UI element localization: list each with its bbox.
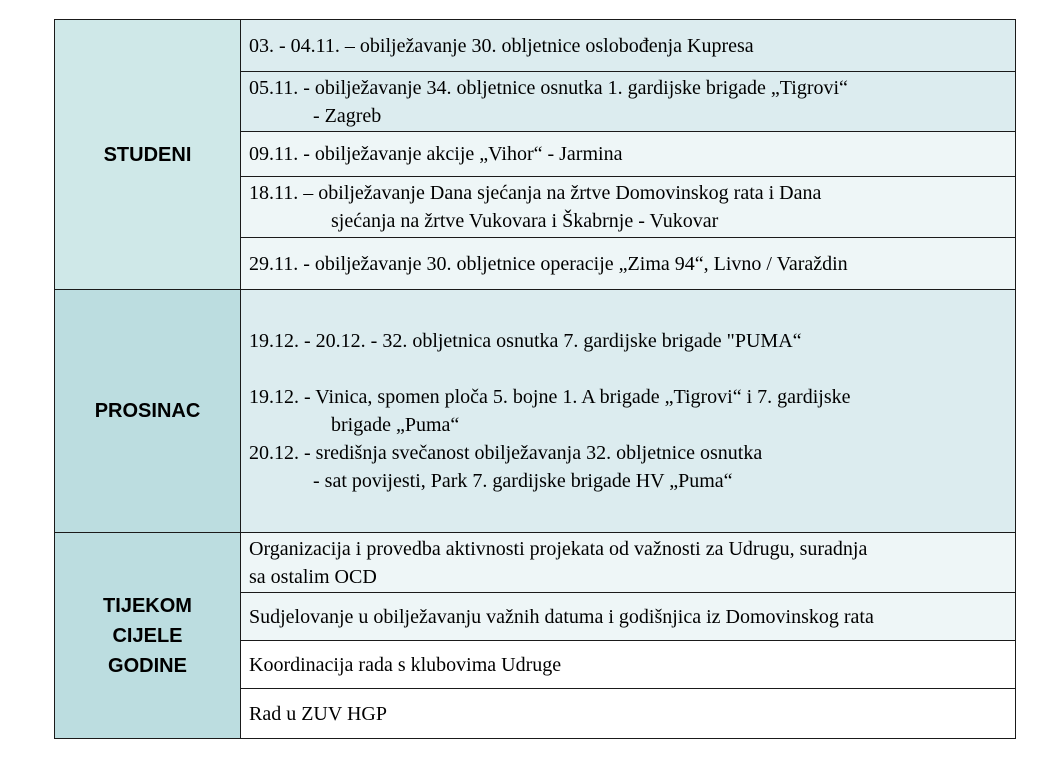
- activity-cell: [241, 689, 1016, 739]
- table-row: [55, 533, 1016, 593]
- activity-text: Rad u ZUV HGP: [249, 702, 387, 725]
- activity-text: Koordinacija rada s klubovima Udruge: [249, 653, 562, 676]
- event-text-continued: - Zagreb: [313, 104, 382, 127]
- event-text: 19.12. - 20.12. - 32. obljetnica osnutka 7. gardijske brigade "PUMA“: [249, 330, 802, 352]
- activity-cell: [241, 533, 1016, 593]
- period-label-text: GODINE: [108, 654, 187, 677]
- event-cell: [241, 132, 1016, 177]
- month-label-prosinac: [55, 290, 241, 533]
- event-text: 19.12. - Vinica, spomen ploča 5. bojne 1. A brigade „Tigrovi“ i 7. gardijske: [249, 386, 851, 408]
- period-label-text: CIJELE: [112, 624, 183, 647]
- table-row: [55, 20, 1016, 72]
- period-label-text: TIJEKOM: [103, 594, 192, 617]
- activity-text: Organizacija i provedba aktivnosti projekata od važnosti za Udrugu, suradnja: [249, 537, 868, 560]
- table-row: [55, 290, 1016, 533]
- activity-cell: [241, 593, 1016, 641]
- activity-text: Sudjelovanje u obilježavanju važnih datuma i godišnjica iz Domovinskog rata: [249, 605, 874, 628]
- month-label-studeni: [55, 20, 241, 290]
- event-text-continued: brigade „Puma“: [331, 414, 460, 436]
- event-cell: [241, 238, 1016, 290]
- month-label-text: STUDENI: [103, 143, 192, 166]
- event-text-continued: - sat povijesti, Park 7. gardijske brigade HV „Puma“: [313, 470, 733, 492]
- event-text: 29.11. - obilježavanje 30. obljetnice operacije „Zima 94“, Livno / Varaždin: [249, 252, 848, 275]
- event-cell: [241, 177, 1016, 238]
- event-text: 20.12. - središnja svečanost obilježavanja 32. obljetnice osnutka: [249, 442, 763, 464]
- schedule-table: [54, 19, 1016, 739]
- activity-cell: [241, 641, 1016, 689]
- month-label-text: PROSINAC: [94, 400, 201, 422]
- event-text: 09.11. - obilježavanje akcije „Vihor“ - Jarmina: [249, 143, 623, 165]
- event-text: 03. - 04.11. – obilježavanje 30. obljetnice oslobođenja Kupresa: [249, 34, 754, 57]
- event-cell: [241, 290, 1016, 533]
- event-cell: [241, 72, 1016, 132]
- event-text: 18.11. – obilježavanje Dana sjećanja na žrtve Domovinskog rata i Dana: [249, 182, 822, 204]
- event-cell: [241, 20, 1016, 72]
- event-text-continued: sjećanja na žrtve Vukovara i Škabrnje - Vukovar: [331, 210, 719, 232]
- event-text: 05.11. - obilježavanje 34. obljetnice osnutka 1. gardijske brigade „Tigrovi“: [249, 76, 848, 99]
- activity-text-continued: sa ostalim OCD: [249, 565, 377, 588]
- period-label-tijekom: [55, 533, 241, 739]
